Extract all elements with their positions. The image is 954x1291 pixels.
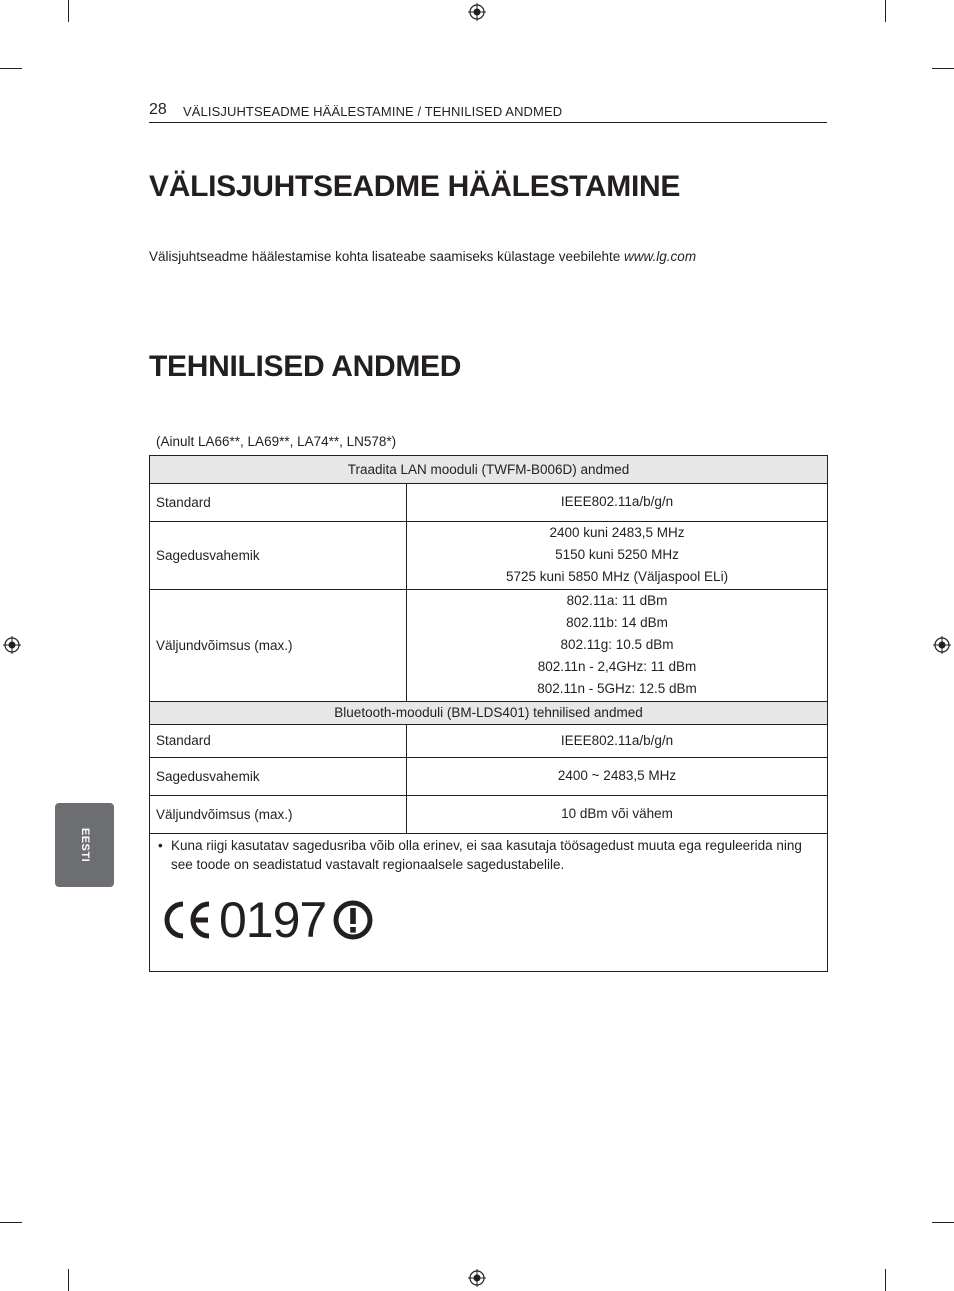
section-title-external-device-setup: VÄLISJUHTSEADME HÄÄLESTAMINE (149, 170, 681, 203)
crop-mark (885, 1269, 886, 1291)
table-row (150, 522, 828, 590)
running-header (149, 100, 827, 123)
ce-mark-icon (159, 898, 213, 942)
row-label: Sagedusvahemik (150, 522, 407, 590)
row-label: Väljundvõimsus (max.) (150, 795, 407, 833)
value-line: IEEE802.11a/b/g/n (560, 494, 674, 510)
crop-mark (68, 1269, 69, 1291)
regulatory-note (150, 834, 827, 874)
row-value: 10 dBm või vähem (407, 795, 828, 833)
table-row (150, 484, 828, 522)
table-row (150, 724, 828, 757)
row-value (407, 522, 828, 590)
note-text: Kuna riigi kasutatav sagedusriba võib olla erinev, ei saa kasutaja töösagedust muuta ega reguleerida ning see toode on seadistatud vastavalt regionaalsele sagedustabelile. (171, 837, 802, 872)
value-line: 802.11n - 2,4GHz: 11 dBm (537, 659, 697, 675)
registration-mark-icon (933, 636, 951, 654)
crop-mark (68, 0, 69, 22)
table-row (150, 795, 828, 833)
lan-section-header: Traadita LAN mooduli (TWFM-B006D) andmed (150, 456, 828, 484)
crop-mark (885, 0, 886, 22)
page-number: 28 (149, 101, 167, 118)
lan-section-header-row (150, 456, 828, 484)
row-label: Väljundvõimsus (max.) (150, 589, 407, 701)
row-value: IEEE802.11a/b/g/n (407, 724, 828, 757)
row-value: 2400 ~ 2483,5 MHz (407, 757, 828, 795)
row-label: Standard (150, 484, 407, 522)
value-line: 5150 kuni 5250 MHz (555, 547, 679, 563)
intro-text: Välisjuhtseadme häälestamise kohta lisateabe saamiseks külastage veebilehte (149, 249, 621, 264)
value-line: 802.11b: 14 dBm (566, 614, 668, 630)
running-title: VÄLISJUHTSEADME HÄÄLESTAMINE / TEHNILISED ANDMED (183, 104, 563, 119)
value-line: 2400 kuni 2483,5 MHz (549, 525, 685, 540)
bt-section-header: Bluetooth-mooduli (BM-LDS401) tehnilised andmed (150, 701, 828, 724)
spec-table (149, 455, 828, 972)
row-label: Standard (150, 724, 407, 757)
value-line: 5725 kuni 5850 MHz (Väljaspool ELi) (505, 569, 729, 585)
crop-mark (932, 1222, 954, 1223)
row-value (407, 484, 828, 522)
bullet: • (158, 837, 163, 853)
compliance-marks (159, 891, 827, 948)
models-note: (Ainult LA66**, LA69**, LA74**, LN578*) (156, 434, 397, 449)
row-label: Sagedusvahemik (150, 757, 407, 795)
table-row (150, 757, 828, 795)
row-value (407, 589, 828, 701)
section-title-technical-data: TEHNILISED ANDMED (149, 350, 462, 383)
language-tab (55, 803, 114, 887)
table-row (150, 589, 828, 701)
crop-mark (0, 1222, 22, 1223)
note-cell (150, 833, 828, 971)
value-line: 802.11a: 11 dBm (566, 592, 668, 608)
registration-mark-icon (468, 1269, 486, 1287)
value-line: 802.11g: 10.5 dBm (560, 637, 674, 653)
registration-mark-icon (468, 3, 486, 21)
value-line: 802.11n - 5GHz: 12.5 dBm (537, 681, 697, 697)
notified-body-number: 0197 (219, 891, 327, 948)
language-tab-label: EESTI (78, 827, 91, 863)
note-row (150, 833, 828, 971)
registration-mark-icon (3, 636, 21, 654)
bt-section-header-row (150, 701, 828, 724)
intro-paragraph (149, 249, 696, 264)
alert-circle-icon (332, 899, 374, 941)
website-link[interactable]: www.lg.com (624, 249, 697, 264)
crop-mark (932, 68, 954, 69)
crop-mark (0, 68, 22, 69)
